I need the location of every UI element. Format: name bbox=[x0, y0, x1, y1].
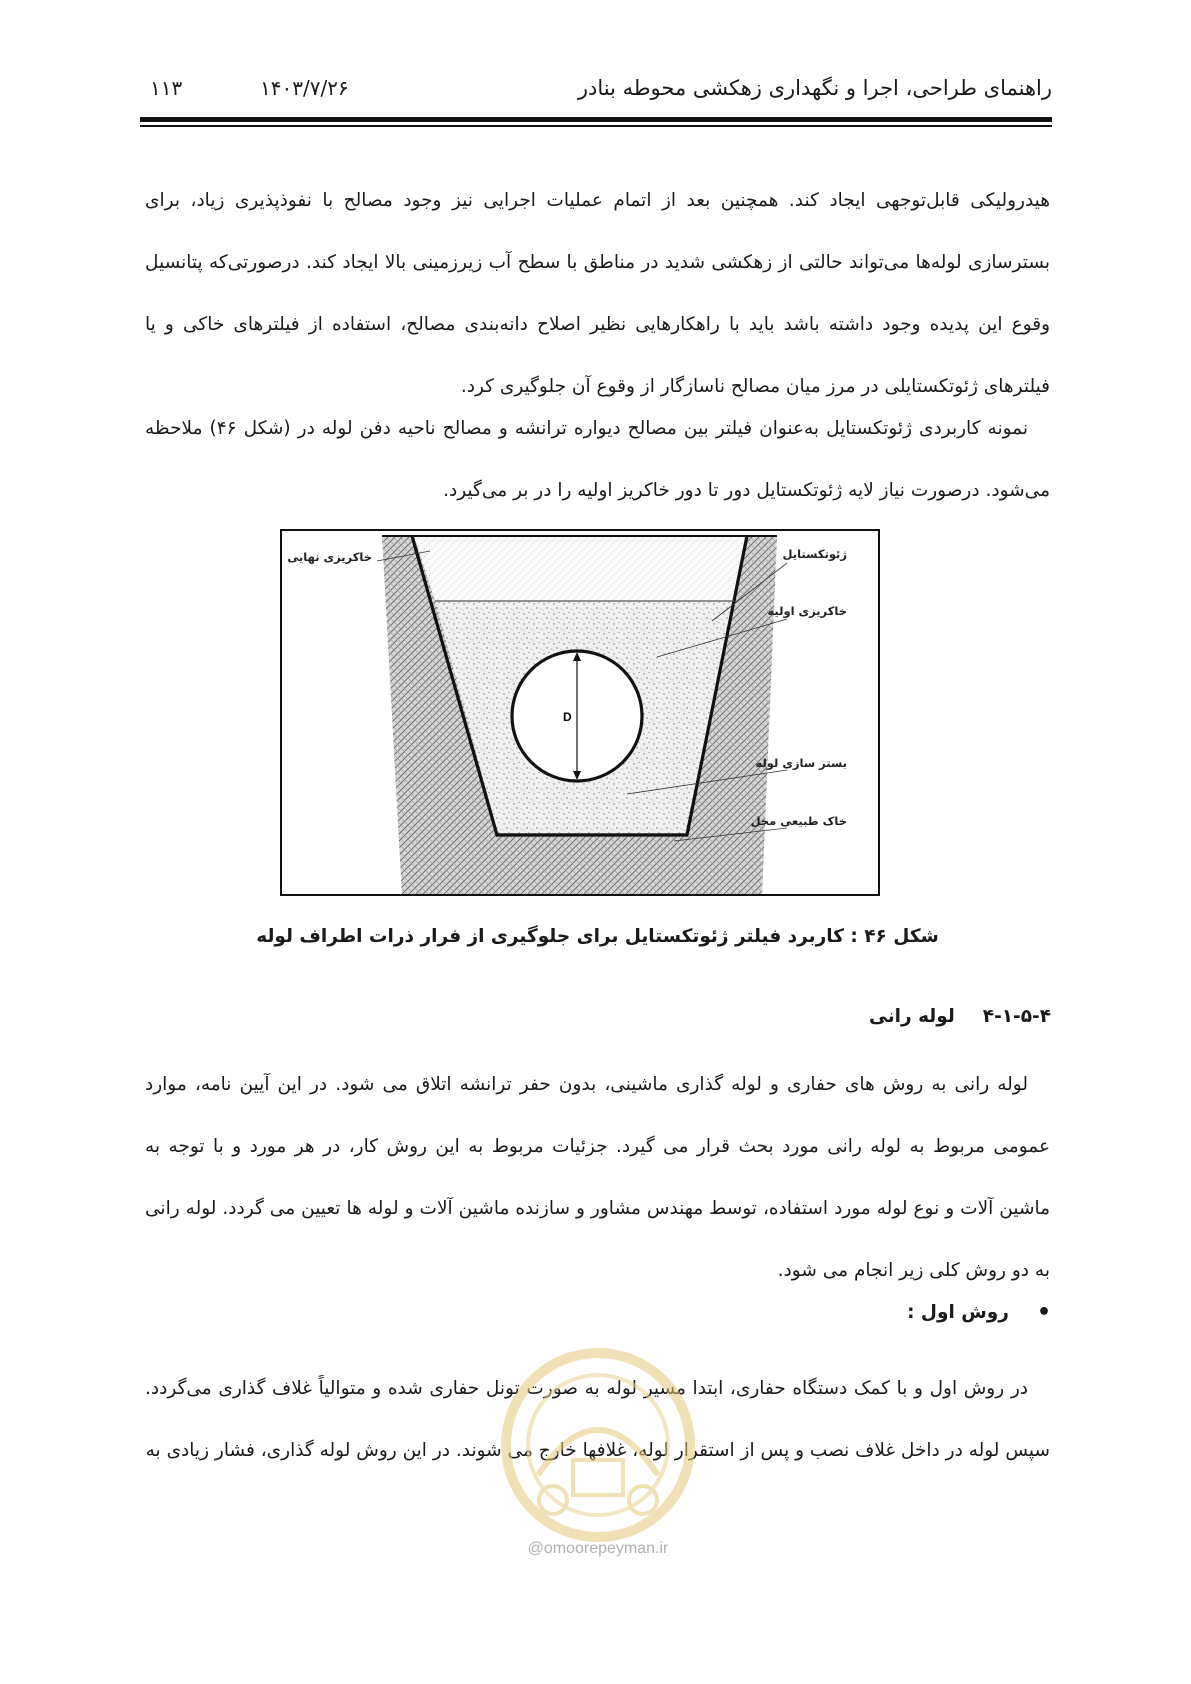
section-heading bbox=[869, 1006, 1051, 1027]
label-geotextile: ژئوتکستایل bbox=[782, 547, 847, 561]
paragraph-1: هیدرولیکی قابل‌توجهی ایجاد کند. همچنین بعد از اتمام عملیات اجرایی نیز وجود مصالح با نفوذپذیری زیاد، برای بسترسازی لوله‌ها می‌تواند حالتی از زهکشی شدید در مناطق با سطح آب زیرزمینی بالا ایجاد کند. درصورتی‌که پتانسیل وقوع این پدیده وجود داشته باشد باید با راهکارهایی نظیر اصلاح دانه‌بندی مصالح، استفاده از فیلترهای خاکی و یا فیلترهای ژئوتکستایلی در مرز میان مصالح ناسازگار از وقوع آن جلوگیری کرد. bbox=[145, 190, 1050, 397]
section-number: ۴-۱-۵-۴ bbox=[982, 1006, 1051, 1027]
label-initial-backfill: خاکریزی اولیه bbox=[767, 604, 847, 618]
page-number: ۱۱۳ bbox=[150, 76, 183, 100]
trench-diagram bbox=[282, 531, 880, 896]
watermark-text: @omoorepeyman.ir bbox=[527, 1540, 669, 1557]
omoore-peyman-logo-icon bbox=[478, 1325, 718, 1575]
bullet-symbol: • bbox=[1036, 1300, 1051, 1325]
header-rule-thin bbox=[140, 125, 1052, 127]
section-title: لوله رانی bbox=[868, 1006, 955, 1027]
paragraph-2: نمونه کاربردی ژئوتکستایل به‌عنوان فیلتر بین مصالح دیواره ترانشه و مصالح ناحیه دفن لوله در (شکل ۴۶) ملاحظه می‌شود. درصورت نیاز لایه ژئوتکستایل دور تا دور خاکریز اولیه را در بر می‌گیرد. bbox=[145, 418, 1050, 501]
header-date: ۱۴۰۳/۷/۲۶ bbox=[260, 76, 349, 100]
page-header bbox=[140, 76, 1052, 108]
paragraph-4: در روش اول و با کمک دستگاه حفاری، ابتدا مسیر لوله به صورت تونل حفاری شده و متوالیاً غلاف گذاری می‌گردد. سپس لوله در داخل غلاف نصب و پس از استقرار لوله، غلافها خارج می شوند. در این روش لوله گذاری، فشار زیادی به bbox=[145, 1378, 1050, 1461]
header-title: راهنمای طراحی، اجرا و نگهداری زهکشی محوطه بنادر bbox=[577, 76, 1052, 100]
paragraph-3: لوله رانی به روش های حفاری و لوله گذاری ماشینی، بدون حفر ترانشه اتلاق می شود. در این آیین نامه، موارد عمومی مربوط به لوله رانی مورد بحث قرار می گیرد. جزئیات مربوط به این روش کار، در هر مورد و با توجه به ماشین آلات و نوع لوله مورد استفاده، توسط مهندس مشاور و سازنده ماشین آلات و لوله ها تعیین می گردد. لوله رانی به دو روش کلی زیر انجام می شود. bbox=[145, 1074, 1050, 1281]
figure-caption: شکل ۴۶ : کاربرد فیلتر ژئوتکستایل برای جلوگیری از فرار ذرات اطراف لوله bbox=[256, 926, 939, 947]
label-final-backfill: خاکریزی نهایی bbox=[287, 550, 372, 564]
bullet-item bbox=[907, 1300, 1051, 1325]
header-rule-thick bbox=[140, 117, 1052, 122]
final-backfill-region bbox=[414, 536, 745, 601]
label-bedding: بستر سازی لوله bbox=[755, 756, 847, 770]
diameter-label: D bbox=[563, 710, 572, 724]
label-native-soil: خاک طبیعی محل bbox=[750, 814, 847, 828]
bullet-text: روش اول : bbox=[907, 1302, 1009, 1323]
trench-figure bbox=[280, 529, 880, 896]
